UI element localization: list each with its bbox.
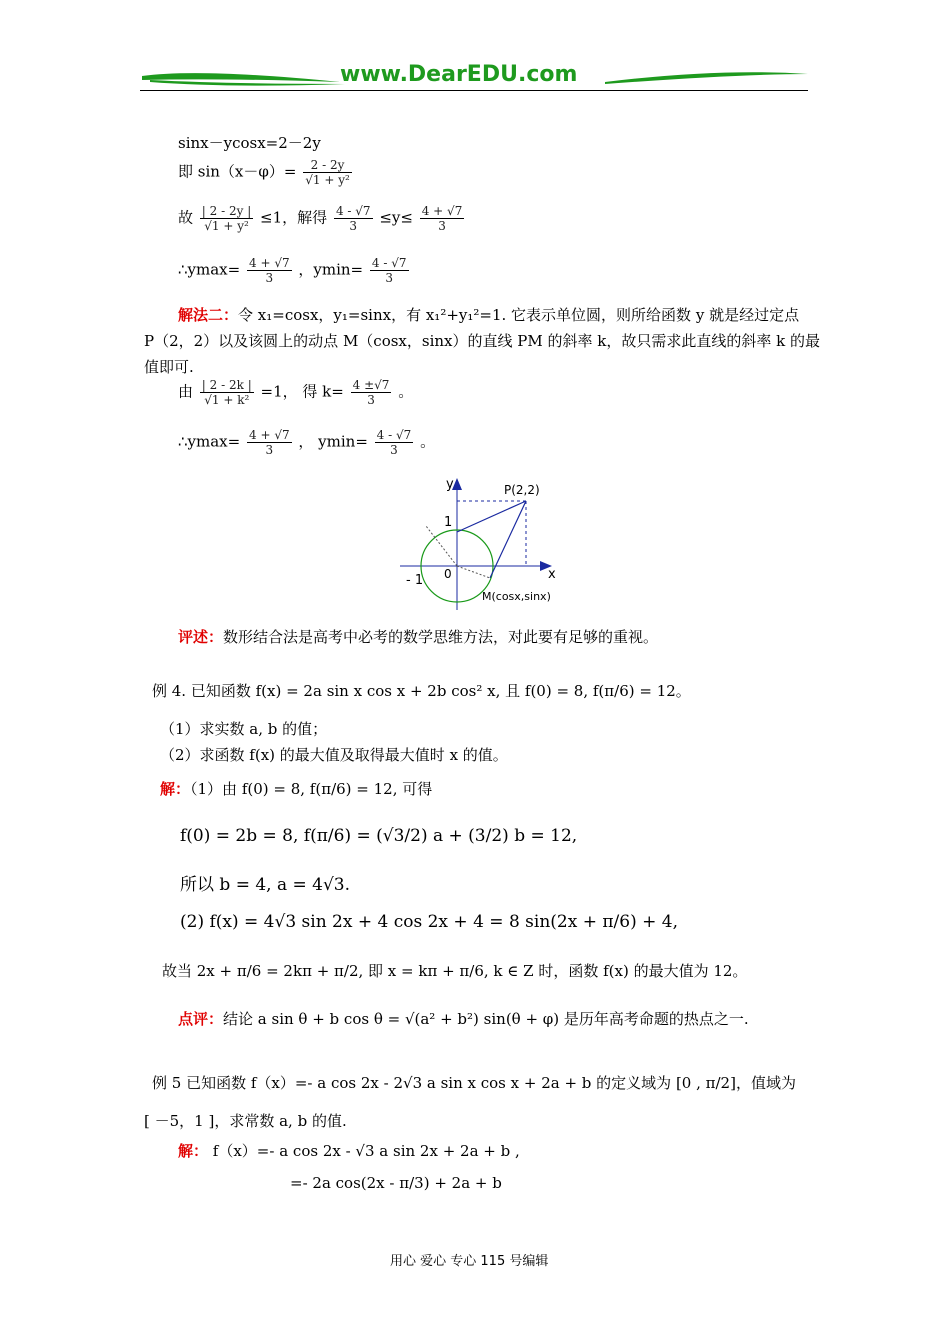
comment-label: 点评： bbox=[178, 1010, 224, 1028]
solution-line-4: (2) f(x) = 4√3 sin 2x + 4 cos 2x + 4 = 8 sin(2x + π/6) + 4, bbox=[180, 912, 678, 932]
example4-question-2: （2）求函数 f(x) 的最大值及取得最大值时 x 的值。 bbox=[160, 746, 508, 764]
example5-solution-1: 解： f（x）=- a cos 2x - √3 a sin 2x + 2a + b , bbox=[178, 1142, 520, 1160]
fraction: $\frac{| 2 - 2k |}{\text{√1 + k²}}$ bbox=[201, 378, 252, 407]
header-swoosh-right bbox=[600, 66, 810, 90]
header-rule bbox=[140, 90, 808, 91]
header-swoosh-left bbox=[140, 66, 350, 90]
method2-line-2: P（2，2）以及该圆上的动点 M（cosx，sinx）的直线 PM 的斜率 k，故只需求此直线的斜率 k 的最 bbox=[144, 332, 820, 350]
example5-statement-1: 例 5 已知函数 f（x）=- a cos 2x - 2√3 a sin x cos x + 2a + b 的定义域为 [0 , π/2]，值域为 bbox=[152, 1074, 796, 1092]
fraction: $\frac{4 - √7}{3}$ bbox=[376, 428, 412, 457]
fraction: $\frac{2 - 2y}{\text{√1 + y²}}$ bbox=[305, 158, 350, 187]
eq-line-2: 即 sin（x－φ）= $\frac{2 - 2y}{\text{√1 + y²}}$ bbox=[178, 158, 350, 187]
label-0: 0 bbox=[444, 567, 452, 581]
header bbox=[140, 62, 810, 94]
eq-line-5: 由 $\frac{| 2 - 2k |}{\text{√1 + k²}}$ =1， 得 k= $\frac{4 \pm√7}{3}$ 。 bbox=[178, 378, 414, 407]
example4-statement: 例 4. 已知函数 f(x) = 2a sin x cos x + 2b cos² x, 且 f(0) = 8, f(π/6) = 12。 bbox=[152, 682, 691, 700]
example4-question-1: （1）求实数 a, b 的值； bbox=[160, 720, 328, 738]
review-line: 评述：数形结合法是高考中必考的数学思维方法，对此要有足够的重视。 bbox=[178, 628, 659, 646]
tangent-line-1 bbox=[457, 501, 526, 532]
label-y: y bbox=[446, 477, 454, 492]
method2-line-1: 解法二：令 x₁=cosx，y₁=sinx，有 x₁²+y₁²=1. 它表示单位圆，则所给函数 y 就是经过定点 bbox=[178, 306, 800, 324]
fraction: $\frac{| 2 - 2y |}{\text{√1 + y²}}$ bbox=[201, 204, 252, 233]
unit-circle-figure bbox=[400, 474, 580, 614]
footer: 用心 爱心 专心 115 号编辑 bbox=[390, 1254, 549, 1269]
eq-line-3: 故 $\frac{| 2 - 2y |}{\text{√1 + y²}}$ ≤1，解得 $\frac{4 - √7}{3}$ ≤y≤ $\frac{4 + √7}{3}$ bbox=[178, 204, 463, 233]
example5-solution-2: =- 2a cos(2x - π/3) + 2a + b bbox=[290, 1174, 502, 1192]
eq-line-6: ∴ymax= $\frac{4 + √7}{3}$ ， ymin= $\frac{4 - √7}{3}$ 。 bbox=[178, 428, 436, 457]
label-m: M(cosx,sinx) bbox=[482, 590, 551, 603]
eq-line-1: sinx－ycosx=2－2y bbox=[178, 134, 321, 152]
radius-dashed-2 bbox=[426, 526, 457, 566]
label-1: 1 bbox=[444, 515, 453, 530]
solution-line-5: 故当 2x + π/6 = 2kπ + π/2, 即 x = kπ + π/6, k ∈ Z 时，函数 f(x) 的最大值为 12。 bbox=[162, 962, 748, 980]
solution-line-2: f(0) = 2b = 8, f(π/6) = (√3/2) a + (3/2) b = 12, bbox=[180, 826, 578, 846]
eq-line-4: ∴ymax= $\frac{4 + √7}{3}$ ，ymin= $\frac{4 - √7}{3}$ bbox=[178, 256, 407, 285]
fraction: $\frac{4 + √7}{3}$ bbox=[249, 256, 290, 285]
example5-statement-2: [ －5，1 ]，求常数 a, b 的值. bbox=[144, 1112, 347, 1130]
example5-solution-label: 解： bbox=[178, 1142, 209, 1160]
fraction: $\frac{4 \pm√7}{3}$ bbox=[352, 378, 390, 407]
fraction: $\frac{4 + √7}{3}$ bbox=[249, 428, 290, 457]
method2-label: 解法二： bbox=[178, 306, 239, 324]
fraction: $\frac{4 - √7}{3}$ bbox=[335, 204, 371, 233]
site-logo: www.DearEDU.com bbox=[340, 62, 578, 87]
solution-label: 解： bbox=[160, 780, 191, 798]
review-label: 评述： bbox=[178, 628, 224, 646]
fraction: $\frac{4 - √7}{3}$ bbox=[371, 256, 407, 285]
fraction: $\frac{4 + √7}{3}$ bbox=[421, 204, 463, 233]
solution-line-3: 所以 b = 4, a = 4√3. bbox=[180, 875, 351, 895]
label-x: x bbox=[548, 567, 556, 582]
comment-line: 点评：结论 a sin θ + b cos θ = √(a² + b²) sin(θ + φ) 是历年高考命题的热点之一. bbox=[178, 1010, 749, 1028]
method2-line-3: 值即可. bbox=[144, 358, 194, 376]
solution-line-1: 解：（1）由 f(0) = 8, f(π/6) = 12, 可得 bbox=[160, 780, 433, 798]
label-neg1: - 1 bbox=[406, 573, 424, 588]
label-p: P(2,2) bbox=[504, 483, 540, 497]
radius-dashed bbox=[457, 566, 490, 578]
